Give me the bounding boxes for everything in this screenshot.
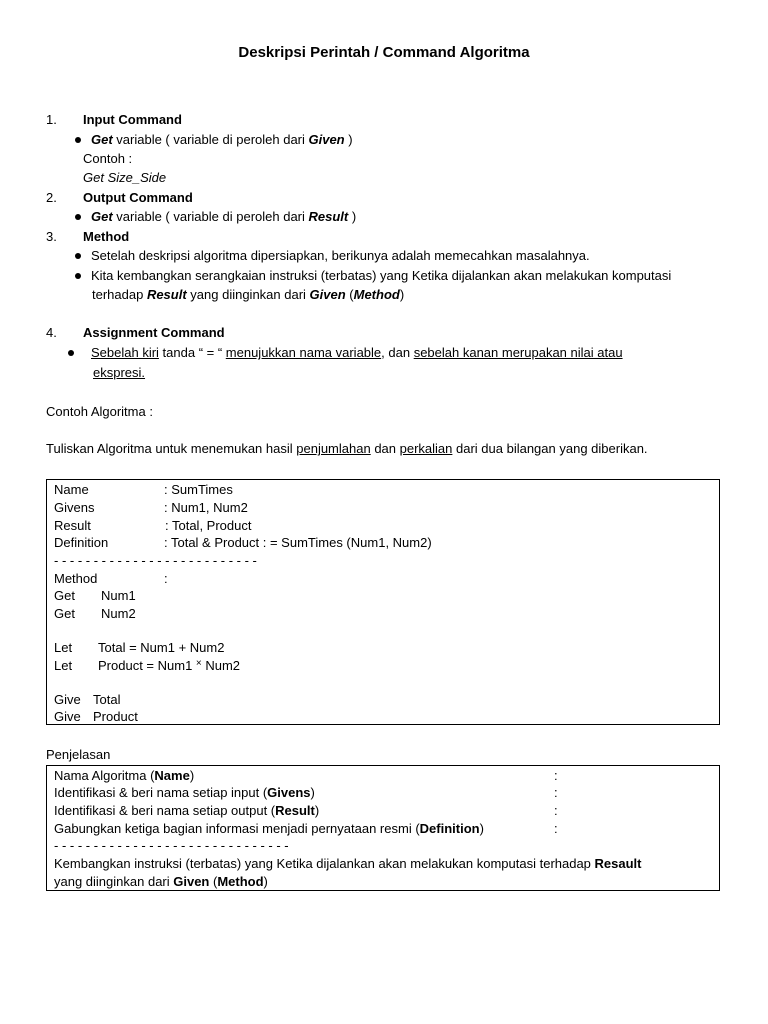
section-2-heading: Output Command (83, 190, 193, 205)
colon: : (554, 803, 558, 818)
section-1-contoh: Contoh : (83, 151, 133, 166)
page-title: Deskripsi Perintah / Command Algoritma (238, 44, 530, 61)
result-label: Result (54, 518, 91, 533)
colon: : (554, 785, 558, 800)
section-4-bullet-1-line-2: ekspresi. (93, 365, 146, 380)
bullet-icon (75, 273, 81, 279)
get-variable: Num1 (101, 588, 136, 603)
section-1-bullet-1: Get variable ( variable di peroleh dari Given ) (75, 131, 353, 149)
section-2-number: 2. (46, 190, 57, 205)
explanation-box (46, 765, 720, 891)
section-3-number: 3. (46, 229, 57, 244)
section-4-number: 4. (46, 325, 57, 340)
section-1-heading: Input Command (83, 112, 182, 127)
get-variable: Num2 (101, 606, 136, 621)
givens-label: Givens (54, 500, 95, 515)
method-label: Method (54, 571, 98, 586)
get-keyword: Get (54, 606, 75, 621)
let-expression: Total = Num1 + Num2 (98, 640, 225, 655)
colon: : (554, 821, 558, 836)
explanation-row-givens: Identifikasi & beri nama setiap input (Givens) (54, 785, 315, 800)
penjelasan-label: Penjelasan (46, 747, 111, 762)
explanation-row-name: Nama Algoritma (Name) (54, 768, 195, 783)
definition-value: : Total & Product : = SumTimes (Num1, Num2) (164, 535, 432, 550)
give-variable: Total (93, 692, 121, 707)
task-statement: Tuliskan Algoritma untuk menemukan hasil penjumlahan dan perkalian dari dua bilangan yang diberikan. (46, 441, 648, 456)
contoh-algoritma-label: Contoh Algoritma : (46, 404, 153, 419)
section-1-example: Get Size_Side (83, 170, 167, 185)
section-3-bullet-1: Setelah deskripsi algoritma dipersiapkan, berikunya adalah memecahkan masalahnya. (75, 247, 590, 265)
bullet-icon (75, 253, 81, 259)
divider: - - - - - - - - - - - - - - - - - - - - - - - - - - (54, 553, 257, 568)
section-1-number: 1. (46, 112, 57, 127)
let-keyword: Let (54, 640, 73, 655)
name-value: : SumTimes (164, 482, 233, 497)
give-keyword: Give (54, 692, 81, 707)
get-keyword: Get (54, 588, 75, 603)
divider: - - - - - - - - - - - - - - - - - - - - - - - - - - - - - - (54, 838, 289, 853)
section-3-heading: Method (83, 229, 130, 244)
explanation-row-method: Kembangkan instruksi (terbatas) yang Ketika dijalankan akan melakukan komputasi terhadap Resault (54, 856, 642, 871)
section-3-bullet-2: Kita kembangkan serangkaian instruksi (terbatas) yang Ketika dijalankan akan melakukan komputasi (75, 267, 671, 285)
give-keyword: Give (54, 709, 81, 724)
name-label: Name (54, 482, 89, 497)
times-icon: × (195, 658, 202, 669)
bullet-icon (75, 137, 81, 143)
result-value: : Total, Product (165, 518, 252, 533)
givens-value: : Num1, Num2 (164, 500, 248, 515)
colon: : (554, 768, 558, 783)
explanation-row-result: Identifikasi & beri nama setiap output (Result) (54, 803, 320, 818)
section-2-bullet-1: Get variable ( variable di peroleh dari Result ) (75, 208, 356, 226)
definition-label: Definition (54, 535, 109, 550)
bullet-icon (75, 214, 81, 220)
explanation-row-definition: Gabungkan ketiga bagian informasi menjadi pernyataan resmi (Definition) (54, 821, 484, 836)
explanation-row-method-line-2: yang diinginkan dari Given (Method) (54, 874, 268, 889)
section-3-bullet-2-line-2: terhadap Result yang diinginkan dari Given (Method) (92, 287, 405, 302)
section-4-bullet-1: Sebelah kiri tanda “ = “ menujukkan nama variable, dan sebelah kanan merupakan nilai atau (68, 344, 623, 362)
method-value: : (164, 571, 168, 586)
algorithm-box (46, 479, 720, 725)
let-expression: Product = Num1 × Num2 (98, 658, 241, 673)
section-4-heading: Assignment Command (83, 325, 225, 340)
give-variable: Product (93, 709, 138, 724)
let-keyword: Let (54, 658, 73, 673)
bullet-icon (68, 350, 74, 356)
